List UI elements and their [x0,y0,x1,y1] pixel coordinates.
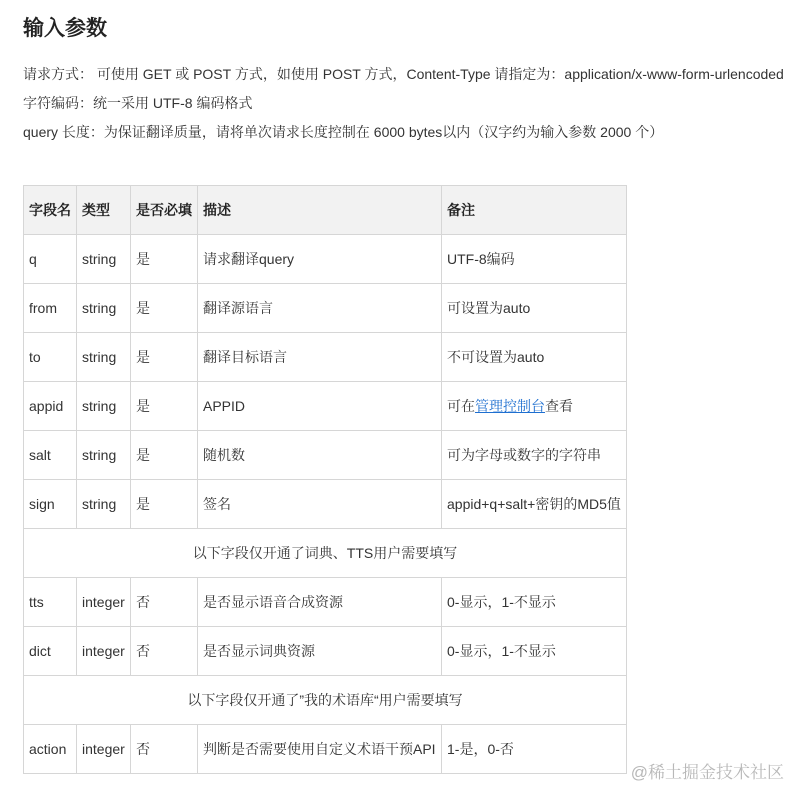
header-remark: 备注 [442,186,627,235]
cell-remark: UTF-8编码 [442,235,627,284]
table-row [24,431,627,480]
cell-field: q [24,235,77,284]
cell-description: 请求翻译query [198,235,442,284]
table-row [24,627,627,676]
cell-required: 否 [131,578,198,627]
cell-type: string [77,480,131,529]
table-row [24,480,627,529]
cell-remark: 0-显示，1-不显示 [442,627,627,676]
query-length-text: query 长度：为保证翻译质量，请将单次请求长度控制在 6000 bytes以内（汉字约为输入参数 2000 个） [23,124,664,140]
remark-suffix: 查看 [545,398,573,414]
page-title: 输入参数 [23,17,107,40]
cell-field: tts [24,578,77,627]
cell-description: APPID [198,382,442,431]
cell-remark: 可为字母或数字的字符串 [442,431,627,480]
header-field-name: 字段名 [24,186,77,235]
cell-description: 判断是否需要使用自定义术语干预API [198,725,442,774]
section-row [24,529,627,578]
cell-type: string [77,235,131,284]
table-row [24,235,627,284]
cell-field: to [24,333,77,382]
cell-required: 是 [131,431,198,480]
cell-remark [442,382,627,431]
cell-description: 翻译目标语言 [198,333,442,382]
section-row [24,676,627,725]
cell-required: 否 [131,627,198,676]
cell-required: 是 [131,382,198,431]
cell-type: string [77,431,131,480]
cell-required: 否 [131,725,198,774]
remark-prefix: 可在 [447,398,475,414]
cell-field: salt [24,431,77,480]
console-link[interactable]: 管理控制台 [475,398,545,414]
cell-remark: 0-显示，1-不显示 [442,578,627,627]
cell-description: 随机数 [198,431,442,480]
table-row [24,725,627,774]
cell-type: integer [77,627,131,676]
cell-remark: 不可设置为auto [442,333,627,382]
header-required: 是否必填 [131,186,198,235]
cell-field: sign [24,480,77,529]
cell-description: 是否显示词典资源 [198,627,442,676]
table-row [24,382,627,431]
params-table [23,185,627,774]
cell-description: 翻译源语言 [198,284,442,333]
cell-field: from [24,284,77,333]
cell-field: action [24,725,77,774]
cell-field: appid [24,382,77,431]
cell-type: integer [77,578,131,627]
cell-description: 签名 [198,480,442,529]
watermark: @稀土掘金技术社区 [630,763,784,782]
request-method-text: 请求方式： 可使用 GET 或 POST 方式，如使用 POST 方式，Content-Type 请指定为：application/x-www-form-urlencoded [23,66,784,82]
cell-remark: 可设置为auto [442,284,627,333]
cell-remark: appid+q+salt+密钥的MD5值 [442,480,627,529]
table-header-row [24,186,627,235]
header-type: 类型 [77,186,131,235]
section-note-tts: 以下字段仅开通了词典、TTS用户需要填写 [24,529,627,578]
cell-required: 是 [131,235,198,284]
section-note-term-library: 以下字段仅开通了”我的术语库“用户需要填写 [24,676,627,725]
table-row [24,578,627,627]
cell-description: 是否显示语音合成资源 [198,578,442,627]
encoding-text: 字符编码：统一采用 UTF-8 编码格式 [23,95,253,111]
header-description: 描述 [198,186,442,235]
cell-required: 是 [131,284,198,333]
cell-type: string [77,333,131,382]
table-row [24,333,627,382]
table-row [24,284,627,333]
cell-type: string [77,382,131,431]
cell-required: 是 [131,333,198,382]
cell-required: 是 [131,480,198,529]
cell-type: integer [77,725,131,774]
cell-field: dict [24,627,77,676]
cell-type: string [77,284,131,333]
cell-remark: 1-是，0-否 [442,725,627,774]
